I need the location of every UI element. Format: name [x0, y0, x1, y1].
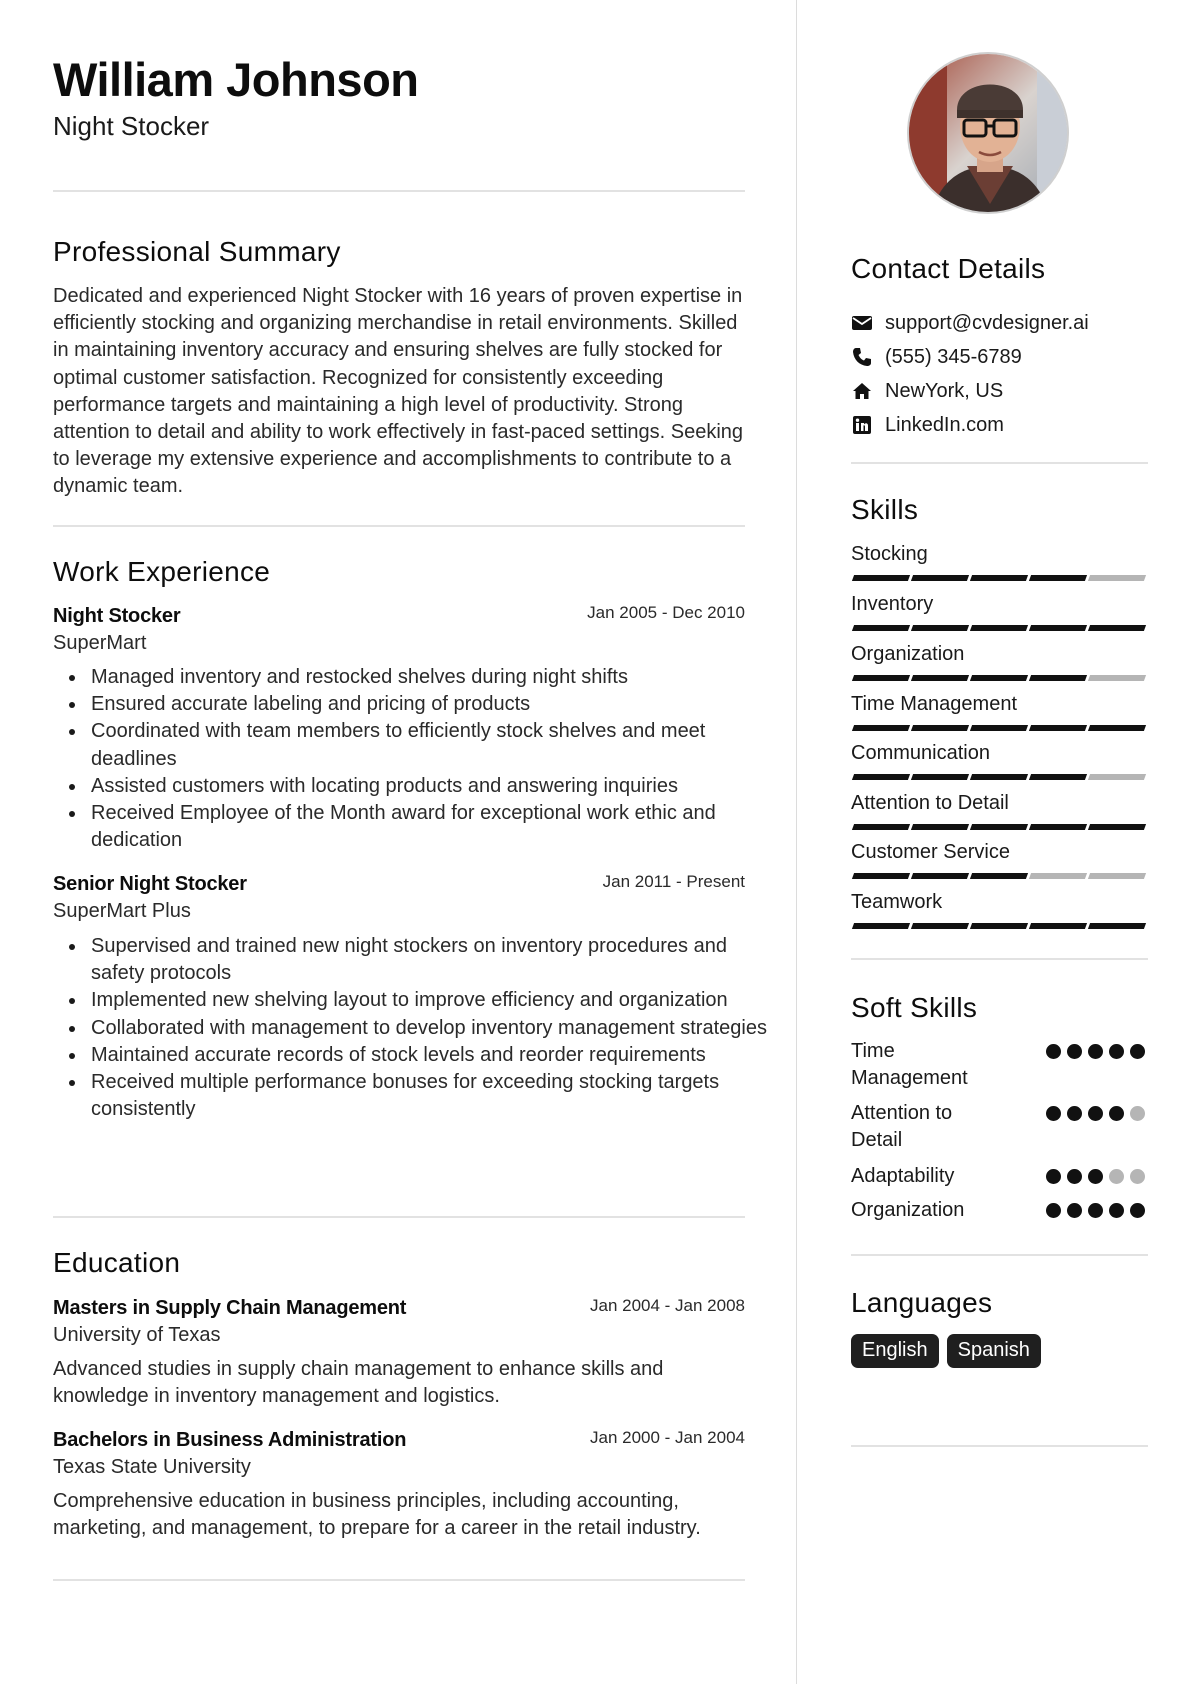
rating-dot-filled	[1088, 1044, 1103, 1059]
rating-dot-filled	[1067, 1106, 1082, 1121]
skill-segment-empty	[1088, 774, 1146, 780]
skill-segment-empty	[1088, 575, 1146, 581]
header-divider	[53, 190, 745, 192]
skill-segment-empty	[1088, 675, 1146, 681]
skill-segment-filled	[911, 774, 969, 780]
soft-skills-heading: Soft Skills	[851, 992, 978, 1023]
summary-divider	[53, 525, 745, 527]
skill-level-bar	[851, 824, 1148, 830]
skill-name: Organization	[851, 643, 965, 665]
skill-segment-filled	[1029, 923, 1087, 929]
rating-dot-filled	[1067, 1169, 1082, 1184]
job-bullet: Assisted customers with locating products and answering inquiries	[91, 773, 783, 800]
candidate-name: William Johnson	[53, 53, 419, 106]
skill-segment-filled	[970, 725, 1028, 731]
skill-segment-filled	[1029, 774, 1087, 780]
contact-heading: Contact Details	[851, 253, 1046, 284]
skill-segment-filled	[911, 873, 969, 879]
home-icon	[851, 380, 873, 402]
skill-segment-filled	[1088, 725, 1146, 731]
skill-segment-filled	[1029, 625, 1087, 631]
education-dates: Jan 2000 - Jan 2004	[589, 1428, 745, 1447]
skill-segment-filled	[1029, 575, 1087, 581]
contact-location-text: NewYork, US	[885, 379, 1004, 402]
rating-dot-filled	[1109, 1044, 1124, 1059]
skill-segment-filled	[970, 625, 1028, 631]
rating-dot-filled	[1109, 1106, 1124, 1121]
rating-dot-filled	[1046, 1044, 1061, 1059]
job-bullet: Implemented new shelving layout to improve efficiency and organization	[91, 987, 783, 1014]
contact-phone-text: (555) 345-6789	[885, 345, 1022, 368]
education-heading: Education	[53, 1247, 181, 1278]
skill-segment-filled	[852, 675, 910, 681]
rating-dot-filled	[1067, 1044, 1082, 1059]
job-title: Senior Night Stocker	[53, 873, 247, 895]
phone-icon	[851, 346, 873, 368]
rating-dot-filled	[1046, 1169, 1061, 1184]
job-dates: Jan 2005 - Dec 2010	[587, 603, 745, 622]
rating-dot-filled	[1130, 1203, 1145, 1218]
job-bullet: Maintained accurate records of stock levels and reorder requirements	[91, 1042, 783, 1069]
skill-segment-filled	[970, 873, 1028, 879]
job-company: SuperMart	[53, 632, 147, 654]
language-tag: English	[851, 1334, 939, 1368]
education-description: Advanced studies in supply chain management to enhance skills and knowledge in inventory management and logistics.	[53, 1358, 664, 1408]
job-bullet: Supervised and trained new night stockers on inventory procedures and safety protocols	[91, 933, 783, 987]
skill-name: Communication	[851, 742, 990, 764]
skill-segment-filled	[852, 575, 910, 581]
rating-dot-filled	[1067, 1203, 1082, 1218]
skill-segment-filled	[911, 923, 969, 929]
skill-segment-filled	[852, 873, 910, 879]
skill-level-bar	[851, 625, 1148, 631]
skill-segment-filled	[1088, 625, 1146, 631]
rating-dot-filled	[1130, 1044, 1145, 1059]
skill-segment-filled	[1088, 824, 1146, 830]
contact-linkedin-text: LinkedIn.com	[885, 413, 1004, 436]
skill-segment-filled	[970, 923, 1028, 929]
rating-dot-empty	[1130, 1169, 1145, 1184]
contact-divider	[851, 462, 1148, 464]
experience-heading: Work Experience	[53, 556, 271, 587]
contact-linkedin[interactable]	[851, 410, 1004, 440]
skill-name: Stocking	[851, 543, 928, 565]
candidate-title: Night Stocker	[53, 111, 210, 141]
skill-segment-filled	[1029, 675, 1087, 681]
rating-dot-empty	[1109, 1169, 1124, 1184]
skill-name: Customer Service	[851, 841, 1010, 863]
skill-segment-empty	[1029, 873, 1087, 879]
skill-level-bar	[851, 873, 1148, 879]
profile-photo-illustration	[909, 54, 1069, 214]
contact-location	[851, 376, 1003, 406]
column-divider	[796, 0, 797, 1684]
skill-segment-filled	[1029, 725, 1087, 731]
languages-divider	[851, 1445, 1148, 1447]
skill-segment-filled	[852, 725, 910, 731]
skill-segment-filled	[970, 824, 1028, 830]
education-dates: Jan 2004 - Jan 2008	[589, 1296, 745, 1315]
rating-dot-filled	[1088, 1169, 1103, 1184]
skill-level-bar	[851, 575, 1148, 581]
skill-level-bar	[851, 675, 1148, 681]
languages-list	[851, 1334, 1041, 1368]
skill-segment-filled	[911, 725, 969, 731]
skill-segment-filled	[970, 675, 1028, 681]
skill-segment-filled	[852, 774, 910, 780]
skill-segment-filled	[911, 824, 969, 830]
job-bullet: Collaborated with management to develop inventory management strategies	[91, 1015, 783, 1042]
soft-skill-rating	[1046, 1044, 1145, 1059]
skill-name: Inventory	[851, 593, 934, 615]
contact-email[interactable]	[851, 308, 1089, 338]
soft-skills-divider	[851, 1254, 1148, 1256]
education-divider	[53, 1579, 745, 1581]
rating-dot-filled	[1046, 1106, 1061, 1121]
soft-skill-rating	[1046, 1169, 1145, 1184]
summary-heading: Professional Summary	[53, 236, 341, 267]
skill-segment-filled	[1088, 923, 1146, 929]
soft-skill-name: Attention to Detail	[851, 1102, 953, 1151]
skill-name: Teamwork	[851, 891, 943, 913]
skill-segment-filled	[970, 774, 1028, 780]
job-bullets	[53, 664, 783, 854]
experience-divider	[53, 1216, 745, 1218]
contact-email-text: support@cvdesigner.ai	[885, 311, 1089, 334]
job-bullet: Received multiple performance bonuses for exceeding stocking targets consistently	[91, 1069, 783, 1123]
skills-heading: Skills	[851, 494, 919, 525]
degree-title: Bachelors in Business Administration	[53, 1429, 407, 1451]
job-bullet: Coordinated with team members to efficiently stock shelves and meet deadlines	[91, 718, 783, 772]
skill-name: Time Management	[851, 693, 1017, 715]
rating-dot-filled	[1088, 1203, 1103, 1218]
linkedin-icon	[851, 414, 873, 436]
rating-dot-filled	[1046, 1203, 1061, 1218]
skill-segment-filled	[1029, 824, 1087, 830]
job-title: Night Stocker	[53, 605, 181, 627]
rating-dot-filled	[1088, 1106, 1103, 1121]
rating-dot-filled	[1109, 1203, 1124, 1218]
skill-segment-filled	[911, 575, 969, 581]
school-name: Texas State University	[53, 1456, 251, 1478]
job-bullets	[53, 933, 783, 1123]
job-bullet: Managed inventory and restocked shelves during night shifts	[91, 664, 783, 691]
soft-skill-name: Organization	[851, 1199, 965, 1221]
soft-skill-name: Time Management	[851, 1040, 968, 1089]
skill-segment-empty	[1088, 873, 1146, 879]
envelope-icon	[851, 312, 873, 334]
job-dates: Jan 2011 - Present	[602, 872, 745, 891]
skill-name: Attention to Detail	[851, 792, 1009, 814]
skill-segment-filled	[911, 675, 969, 681]
skill-segment-filled	[852, 824, 910, 830]
skill-level-bar	[851, 725, 1148, 731]
job-bullet: Received Employee of the Month award for exceptional work ethic and dedication	[91, 800, 783, 854]
skill-level-bar	[851, 774, 1148, 780]
school-name: University of Texas	[53, 1324, 221, 1346]
skill-segment-filled	[852, 923, 910, 929]
contact-phone[interactable]	[851, 342, 1022, 372]
soft-skill-rating	[1046, 1106, 1145, 1121]
language-tag: Spanish	[947, 1334, 1041, 1368]
summary-text: Dedicated and experienced Night Stocker with 16 years of proven expertise in efficiently stocking and organizing merchandise in retail environments. Skilled in maintaining inventory accuracy and ensuring shelves are fully stocked for optimal customer satisfaction. Recognized for consistently exceeding performance targets and maintaining a high level of productivity. Strong attention to detail and ability to work effectively in fast-paced settings. Seeking to leverage my extensive experience and accomplishments to contribute to a dynamic team.	[53, 285, 744, 498]
profile-photo	[907, 52, 1069, 214]
education-description: Comprehensive education in business principles, including accounting, marketing, and management, to prepare for a career in the retail industry.	[53, 1490, 701, 1540]
skills-divider	[851, 958, 1148, 960]
skill-segment-filled	[911, 625, 969, 631]
languages-heading: Languages	[851, 1287, 993, 1318]
job-company: SuperMart Plus	[53, 900, 191, 922]
skill-level-bar	[851, 923, 1148, 929]
soft-skill-name: Adaptability	[851, 1165, 955, 1187]
job-bullet: Ensured accurate labeling and pricing of products	[91, 691, 783, 718]
skill-segment-filled	[970, 575, 1028, 581]
rating-dot-empty	[1130, 1106, 1145, 1121]
soft-skill-rating	[1046, 1203, 1145, 1218]
skill-segment-filled	[852, 625, 910, 631]
degree-title: Masters in Supply Chain Management	[53, 1297, 407, 1319]
